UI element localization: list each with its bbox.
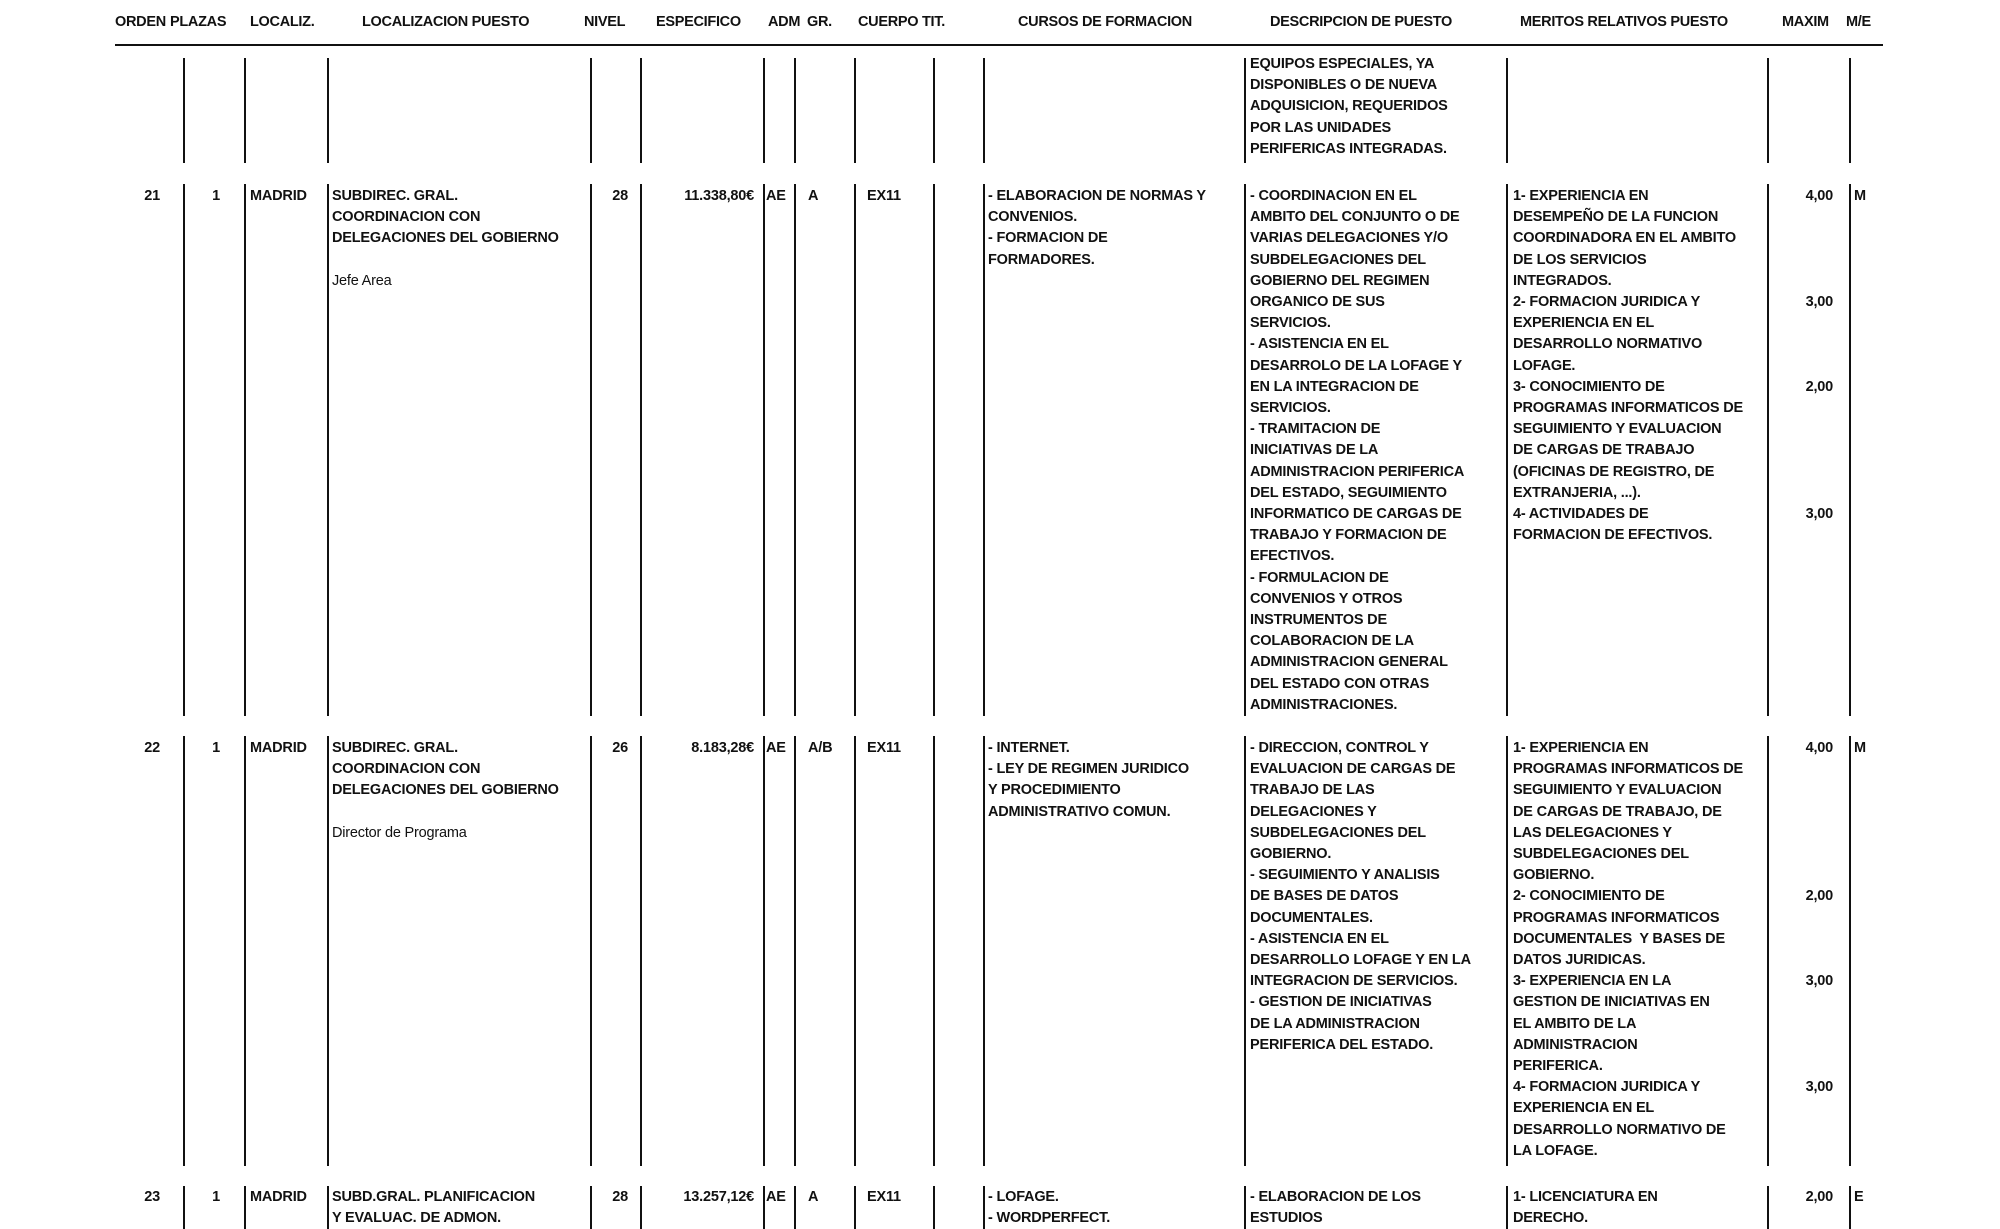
column-rule <box>327 184 329 716</box>
column-rule <box>794 58 796 163</box>
row-cuerpo: EX11 <box>867 188 901 204</box>
row-cuerpo: EX11 <box>867 1189 901 1205</box>
column-rule <box>1244 58 1246 163</box>
column-rule <box>640 184 642 716</box>
merit-item <box>1513 186 1833 292</box>
merit-item <box>1513 886 1833 971</box>
row-especifico: 11.338,80€ <box>684 188 754 204</box>
column-rule <box>1244 736 1246 1166</box>
row-plazas: 1 <box>212 740 220 756</box>
row-especifico: 13.257,12€ <box>683 1189 754 1205</box>
column-rule <box>854 736 856 1166</box>
column-rule <box>1849 736 1851 1166</box>
column-rule <box>244 736 246 1166</box>
merit-item <box>1513 504 1833 546</box>
merit-item <box>1513 292 1833 377</box>
row-orden: 21 <box>144 188 160 204</box>
row-adm: AE <box>766 1189 786 1205</box>
column-rule <box>327 58 329 163</box>
row-nivel: 28 <box>612 188 628 204</box>
column-rule <box>1244 1186 1246 1229</box>
column-rule <box>794 736 796 1166</box>
column-header-localizacion: LOCALIZACION PUESTO <box>362 14 530 30</box>
row-descripcion: - DIRECCION, CONTROL Y EVALUACION DE CARGAS DE TRABAJO DE LAS DELEGACIONES Y SUBDELEGACIONES DEL GOBIERNO. - SEGUIMIENTO Y ANALISIS DE BASES DE DATOS DOCUMENTALES. - ASISTENCIA EN EL DESARROLLO LOFAGE Y EN LA INTEGRACION DE SERVICIOS. - GESTION DE INICIATIVAS DE LA ADMINISTRACION PERIFERICA DEL ESTADO. <box>1250 740 1471 1053</box>
column-header-gr: GR. <box>807 14 832 30</box>
merit-maxim: 3,00 <box>1805 1079 1833 1096</box>
row-me: M <box>1854 188 1866 204</box>
column-rule <box>1506 58 1508 163</box>
column-rule <box>1506 736 1508 1166</box>
column-rule <box>183 1186 185 1229</box>
column-rule <box>327 1186 329 1229</box>
column-rule <box>854 184 856 716</box>
column-rule <box>763 1186 765 1229</box>
merit-maxim: 2,00 <box>1805 378 1833 395</box>
merit-text: 4- FORMACION JURIDICA Y EXPERIENCIA EN EL DESARROLLO NORMATIVO DE LA LOFAGE. <box>1513 1079 1726 1159</box>
column-rule <box>854 1186 856 1229</box>
continuation-description: EQUIPOS ESPECIALES, YA DISPONIBLES O DE NUEVA ADQUISICION, REQUERIDOS POR LAS UNIDADES PERIFERICAS INTEGRADAS. <box>1250 56 1448 157</box>
column-rule <box>590 736 592 1166</box>
column-header-cuerpo: CUERPO <box>858 14 919 30</box>
column-rule <box>1767 736 1769 1166</box>
column-header-orden: ORDEN <box>115 14 166 30</box>
row-me: M <box>1854 740 1866 756</box>
column-rule <box>933 184 935 716</box>
column-rule <box>640 736 642 1166</box>
column-rule <box>983 58 985 163</box>
merit-text: 1- EXPERIENCIA EN DESEMPEÑO DE LA FUNCION COORDINADORA EN EL AMBITO DE LOS SERVICIOS INTEGRADOS. <box>1513 188 1736 289</box>
row-meritos <box>1513 1187 1833 1229</box>
column-header-nivel: NIVEL <box>584 14 626 30</box>
merit-text: 2- CONOCIMIENTO DE PROGRAMAS INFORMATICOS DOCUMENTALES Y BASES DE DATOS JURIDICAS. <box>1513 888 1725 969</box>
column-rule <box>983 1186 985 1229</box>
row-especifico: 8.183,28€ <box>691 740 754 756</box>
merit-item <box>1513 1187 1833 1229</box>
row-puesto: Director de Programa <box>332 824 467 841</box>
column-header-plazas: PLAZAS <box>170 14 227 30</box>
column-rule <box>933 736 935 1166</box>
row-gr: A <box>808 188 819 204</box>
row-localiz: MADRID <box>250 740 307 756</box>
row-plazas: 1 <box>212 1189 220 1205</box>
column-rule <box>794 1186 796 1229</box>
row-orden: 22 <box>144 740 160 756</box>
merit-text: 1- EXPERIENCIA EN PROGRAMAS INFORMATICOS DE SEGUIMIENTO Y EVALUACION DE CARGAS DE TRABAJO, DE LAS DELEGACIONES Y SUBDELEGACIONES DEL GOBIERNO. <box>1513 740 1743 884</box>
column-rule <box>933 1186 935 1229</box>
merit-maxim: 4,00 <box>1805 740 1833 756</box>
column-header-adm: ADM <box>768 14 801 30</box>
column-header-cursos: CURSOS DE FORMACION <box>1018 14 1192 30</box>
row-localizacion: SUBD.GRAL. PLANIFICACION Y EVALUAC. DE ADMON. <box>332 1189 536 1227</box>
row-localiz: MADRID <box>250 188 307 204</box>
merit-text: 4- ACTIVIDADES DE FORMACION DE EFECTIVOS. <box>1513 506 1713 544</box>
row-localizacion: SUBDIREC. GRAL. COORDINACION CON DELEGACIONES DEL GOBIERNO <box>332 740 559 799</box>
row-cuerpo: EX11 <box>867 740 901 756</box>
column-rule <box>933 58 935 163</box>
merit-text: 3- EXPERIENCIA EN LA GESTION DE INICIATIVAS EN EL AMBITO DE LA ADMINISTRACION PERIFERICA. <box>1513 973 1710 1075</box>
column-rule <box>1767 58 1769 163</box>
column-rule <box>763 184 765 716</box>
row-adm: AE <box>766 188 786 204</box>
column-rule <box>183 58 185 163</box>
column-rule <box>763 58 765 163</box>
row-localizacion: SUBDIREC. GRAL. COORDINACION CON DELEGACIONES DEL GOBIERNO <box>332 188 559 247</box>
row-meritos <box>1513 186 1833 546</box>
row-orden: 23 <box>144 1189 160 1205</box>
column-header-descripcion: DESCRIPCION DE PUESTO <box>1270 14 1452 30</box>
row-cursos: - ELABORACION DE NORMAS Y CONVENIOS. - FORMACION DE FORMADORES. <box>988 188 1206 268</box>
row-puesto: Jefe Area <box>332 272 392 289</box>
column-rule <box>1849 1186 1851 1229</box>
row-plazas: 1 <box>212 188 220 204</box>
column-rule <box>590 58 592 163</box>
row-nivel: 26 <box>612 740 628 756</box>
column-rule <box>1767 184 1769 716</box>
merit-maxim: 2,00 <box>1805 1189 1833 1205</box>
merit-maxim: 3,00 <box>1805 294 1833 311</box>
merit-maxim: 4,00 <box>1805 188 1833 204</box>
merit-maxim: 3,00 <box>1805 506 1833 523</box>
column-rule <box>1849 58 1851 163</box>
column-rule <box>1506 1186 1508 1229</box>
merit-text: 2- FORMACION JURIDICA Y EXPERIENCIA EN EL DESARROLLO NORMATIVO LOFAGE. <box>1513 294 1703 374</box>
row-localiz: MADRID <box>250 1189 307 1205</box>
column-rule <box>590 184 592 716</box>
row-cursos: - INTERNET. - LEY DE REGIMEN JURIDICO Y PROCEDIMIENTO ADMINISTRATIVO COMUN. <box>988 740 1189 820</box>
row-me: E <box>1854 1189 1864 1205</box>
merit-maxim: 3,00 <box>1805 973 1833 990</box>
row-gr: A <box>808 1189 819 1205</box>
row-cursos: - LOFAGE. - WORDPERFECT. <box>988 1189 1111 1227</box>
row-descripcion: - ELABORACION DE LOS ESTUDIOS <box>1250 1189 1421 1227</box>
merit-item <box>1513 377 1833 504</box>
column-rule <box>640 58 642 163</box>
column-rule <box>983 184 985 716</box>
merit-item <box>1513 971 1833 1077</box>
column-rule <box>1849 184 1851 716</box>
column-header-localiz: LOCALIZ. <box>250 14 315 30</box>
column-header-me: M/E <box>1846 14 1871 30</box>
merit-text: 3- CONOCIMIENTO DE PROGRAMAS INFORMATICOS DE SEGUIMIENTO Y EVALUACION DE CARGAS DE TRABAJO (OFICINAS DE REGISTRO, DE EXTRANJERIA, ...). <box>1513 378 1743 501</box>
column-rule <box>854 58 856 163</box>
column-header-especifico: ESPECIFICO <box>656 14 741 30</box>
merit-item <box>1513 1077 1833 1162</box>
column-rule <box>183 736 185 1166</box>
column-header-tit: TIT. <box>922 14 945 30</box>
column-rule <box>763 736 765 1166</box>
row-nivel: 28 <box>612 1189 628 1205</box>
merit-maxim: 2,00 <box>1805 888 1833 905</box>
column-rule <box>244 1186 246 1229</box>
row-descripcion: - COORDINACION EN EL AMBITO DEL CONJUNTO O DE VARIAS DELEGACIONES Y/O SUBDELEGACIONES DEL GOBIERNO DEL REGIMEN ORGANICO DE SUS SERVICIOS. - ASISTENCIA EN EL DESARROLO DE LA LOFAGE Y EN LA INTEGRACION DE SERVICIOS. - TRAMITACION DE INICIATIVAS DE LA ADMINISTRACION PERIFERICA DEL ESTADO, SEGUIMIENTO INFORMATICO DE CARGAS DE TRABAJO Y FORMACION DE EFECTIVOS. - FORMULACION DE CONVENIOS Y OTROS INSTRUMENTOS DE COLABORACION DE LA ADMINISTRACION GENERAL DEL ESTADO CON OTRAS ADMINISTRACIONES. <box>1250 188 1465 713</box>
merit-item <box>1513 738 1833 886</box>
column-rule <box>794 184 796 716</box>
column-rule <box>1506 184 1508 716</box>
row-adm: AE <box>766 740 786 756</box>
row-gr: A/B <box>808 740 833 756</box>
row-meritos <box>1513 738 1833 1162</box>
column-rule <box>244 184 246 716</box>
column-rule <box>244 58 246 163</box>
header-divider <box>115 44 1883 46</box>
column-rule <box>183 184 185 716</box>
merit-text: 1- LICENCIATURA EN DERECHO. <box>1513 1189 1658 1227</box>
column-header-meritos: MERITOS RELATIVOS PUESTO <box>1520 14 1728 30</box>
column-header-maxim: MAXIM <box>1782 14 1829 30</box>
column-rule <box>327 736 329 1166</box>
column-rule <box>983 736 985 1166</box>
column-rule <box>1244 184 1246 716</box>
